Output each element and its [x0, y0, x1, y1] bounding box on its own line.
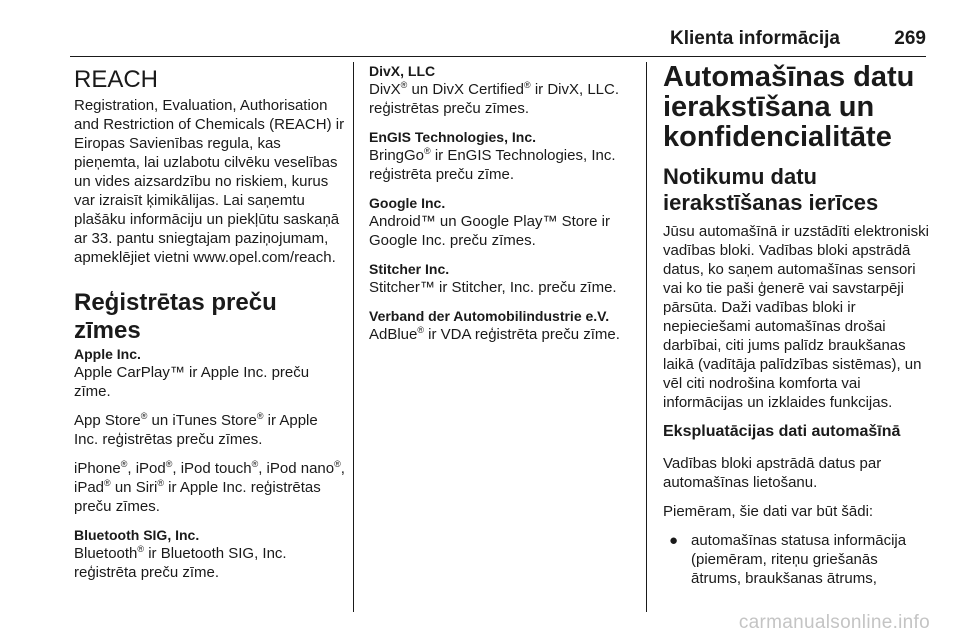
registered-mark: ® — [251, 459, 259, 469]
registered-mark: ® — [137, 544, 145, 554]
bullet-icon: ● — [669, 532, 679, 549]
column-divider — [646, 62, 647, 612]
registered-mark: ® — [400, 80, 408, 90]
engis-heading: EnGIS Technologies, Inc. — [369, 129, 536, 145]
text-run: ir Apple Inc. reģistrētas preču zīmes. — [74, 412, 318, 448]
text-run: ir EnGIS Technologies, Inc. reģistrēta preču zīme. — [369, 147, 616, 183]
engis-paragraph — [369, 146, 635, 184]
divx-paragraph — [369, 80, 635, 118]
column-right — [663, 62, 929, 588]
text-run: , iPod nano — [258, 460, 335, 477]
column-divider — [353, 62, 354, 612]
apple-devices-paragraph — [74, 459, 346, 516]
page-number: 269 — [894, 28, 926, 49]
google-paragraph: Android™ un Google Play™ Store ir Google Inc. preču zīmes. — [369, 213, 610, 249]
vda-heading: Verband der Automobilindustrie e.V. — [369, 308, 610, 324]
registered-mark: ® — [256, 411, 264, 421]
trademarks-heading: Reģistrētas preču zīmes — [74, 289, 277, 344]
text-run: un DivX Certified — [407, 81, 525, 98]
reach-heading: REACH — [74, 66, 159, 93]
apple-heading: Apple Inc. — [74, 346, 141, 362]
registered-mark: ® — [165, 459, 173, 469]
apple-appstore-paragraph — [74, 411, 346, 449]
page-title: Klienta informācija — [670, 28, 840, 49]
text-run: BringGo — [369, 147, 425, 164]
operating-data-paragraph: Vadības bloki apstrādā datus par automašīnas lietošanu. — [663, 455, 882, 491]
text-run: Bluetooth — [74, 545, 138, 562]
list-item — [663, 531, 929, 588]
text-run: , iPad — [74, 460, 345, 496]
stitcher-paragraph: Stitcher™ ir Stitcher, Inc. preču zīme. — [369, 279, 617, 296]
text-run: AdBlue — [369, 326, 418, 343]
event-recorders-heading: Notikumu datu ierakstīšanas ierīces — [663, 164, 879, 215]
registered-mark: ® — [424, 146, 431, 156]
text-run: ir Apple Inc. reģistrētas preču zīmes. — [74, 479, 321, 515]
text-run: iPhone — [74, 460, 121, 477]
text-run: DivX — [369, 81, 401, 98]
registered-mark: ® — [140, 411, 148, 421]
data-recording-heading: Automašīnas datu ierakstīšana un konfidencialitāte — [663, 61, 915, 153]
registered-mark: ® — [157, 478, 164, 488]
watermark: carmanualsonline.info — [738, 612, 930, 633]
text-run: un iTunes Store — [147, 412, 257, 429]
control-units-paragraph: Jūsu automašīnā ir uzstādīti elektroniski vadības bloki. Vadības bloki apstrādā datus, ko saņem automašīnas sensori vai ko tie paši ģenerē vai savstarpēji pārsūta. Daži vadības bloki ir nepieciešami automašīnas drošai darbībai, citi jums palīdz braukšanas laikā (vadītāja palīdzības sistēmas), un vēl citi nodrošina komforta vai informācijas un izklaides funkcijas. — [663, 223, 929, 411]
google-heading: Google Inc. — [369, 195, 446, 211]
text-run: App Store — [74, 412, 141, 429]
list-item-text: automašīnas statusa informācija (piemēram, riteņu griešanās ātrums, braukšanas ātrums, — [691, 532, 907, 587]
registered-mark: ® — [104, 478, 111, 488]
operating-data-heading: Ekspluatācijas dati automašīnā — [663, 423, 901, 440]
registered-mark: ® — [334, 459, 341, 469]
text-run: , iPod touch — [172, 460, 252, 477]
apple-carplay-paragraph: Apple CarPlay™ ir Apple Inc. preču zīme. — [74, 364, 310, 400]
vda-paragraph — [369, 325, 635, 344]
stitcher-heading: Stitcher Inc. — [369, 261, 450, 277]
divx-heading: DivX, LLC — [369, 63, 436, 79]
reach-paragraph: Registration, Evaluation, Authorisation and Restriction of Chemicals (REACH) ir Eiropas Savienības regula, kas pieņemta, lai uzlabotu cilvēku veselības un vides aizsardzību no riskiem, kurus var izraisīt ķimikālijas. Lai saņemtu plašāku informāciju un piekļūtu saskaņā ar 33. pantu sniegtajam paziņojumam, apmeklējiet vietni www.opel.com/reach. — [74, 97, 345, 266]
examples-paragraph: Piemēram, šie dati var būt šādi: — [663, 503, 874, 520]
registered-mark: ® — [120, 459, 128, 469]
registered-mark: ® — [524, 80, 531, 90]
text-run: , iPod — [127, 460, 166, 477]
registered-mark: ® — [417, 325, 425, 335]
column-left — [74, 62, 346, 592]
text-run: ir DivX, LLC. reģistrētas preču zīmes. — [369, 81, 620, 117]
text-run: un Siri — [110, 479, 158, 496]
bluetooth-heading: Bluetooth SIG, Inc. — [74, 527, 200, 543]
column-middle — [369, 62, 635, 354]
page-header — [70, 26, 926, 57]
bluetooth-paragraph — [74, 544, 346, 582]
text-run: ir Bluetooth SIG, Inc. reģistrēta preču zīme. — [74, 545, 287, 581]
text-run: ir VDA reģistrēta preču zīme. — [424, 326, 620, 343]
